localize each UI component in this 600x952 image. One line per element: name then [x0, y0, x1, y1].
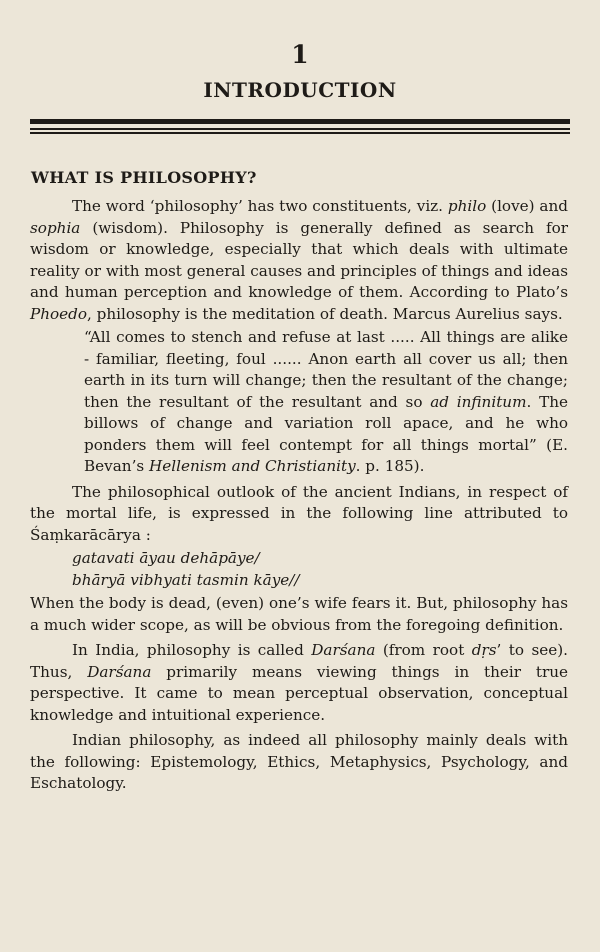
text-run: primarily means viewing things in their true perspective. It came to mean perceptual observation, conceptual knowledge and intuitional experience. [30, 662, 568, 724]
sanskrit-verse [72, 548, 568, 591]
italic-term: Darśana [87, 662, 152, 681]
text-run: (wisdom). Philosophy is generally defined as search for wisdom or knowledge, especially that which deals with ultimate reality or with most general causes and principles of things and ideas and human perception and knowledge of them. According to Plato’s [30, 218, 568, 301]
paragraph-translation: When the body is dead, (even) one’s wife fears it. But, philosophy has a much wider scope, as will be obvious from the foregoing definition. [30, 594, 568, 634]
rule-thin-line [30, 128, 570, 130]
chapter-title: INTRODUCTION [203, 78, 397, 102]
paragraph-outlook: The philosophical outlook of the ancient Indians, in respect of the mortal life, is expressed in the following line attributed to Śaṃkarācārya : [30, 482, 568, 544]
italic-term: ad infinitum [430, 392, 527, 411]
italic-term: Darśana [311, 641, 376, 659]
italic-term: dṛs [471, 641, 497, 659]
paragraph-definition [30, 196, 568, 325]
rule-thick-line [30, 119, 570, 124]
text-run: (from root [375, 641, 472, 659]
italic-term: philo [447, 197, 487, 215]
text-run: In India, philosophy is called [72, 641, 312, 659]
paragraph-branches: Indian philosophy, as indeed all philosophy mainly deals with the following: Epistemology, Ethics, Metaphysics, Psychology, and Eschatology. [30, 731, 568, 792]
verse-line: bhāryā vibhyati tasmin kāye// [72, 570, 300, 589]
text-run: , philosophy is the meditation of death. Marcus Aurelius says. [87, 304, 563, 323]
body-text [30, 196, 568, 795]
block-quote [84, 327, 568, 478]
paragraph-darsana [30, 640, 568, 726]
text-run: (love) and [486, 197, 568, 215]
text-run: . The billows of change and variation roll apace, and he who ponders them will feel contempt for all things mortal” (E. Bevan’s [84, 392, 568, 475]
text-run: ’ to see). Thus, [30, 641, 568, 681]
chapter-number: 1 [291, 40, 309, 69]
section-heading: WHAT IS PHILOSOPHY? [31, 168, 257, 187]
chapter-rule [30, 119, 570, 135]
rule-thin-line [30, 132, 570, 134]
text-run: . p. 185). [355, 457, 425, 475]
verse-line: gatavati āyau dehāpāye/ [72, 549, 260, 567]
italic-title: Hellenism and Christianity [149, 457, 356, 475]
text-run: The word ‘philosophy’ has two constituents, viz. [72, 197, 448, 215]
italic-term: sophia [30, 218, 81, 237]
italic-title: Phoedo [30, 304, 87, 323]
text-run: “All comes to stench and refuse at last ..... All things are alike - familiar, fleeting, foul ...... Anon earth all cover us all; then earth in its turn will change; then the resultant of the change; then the resultant of the resultant and so [84, 328, 568, 411]
